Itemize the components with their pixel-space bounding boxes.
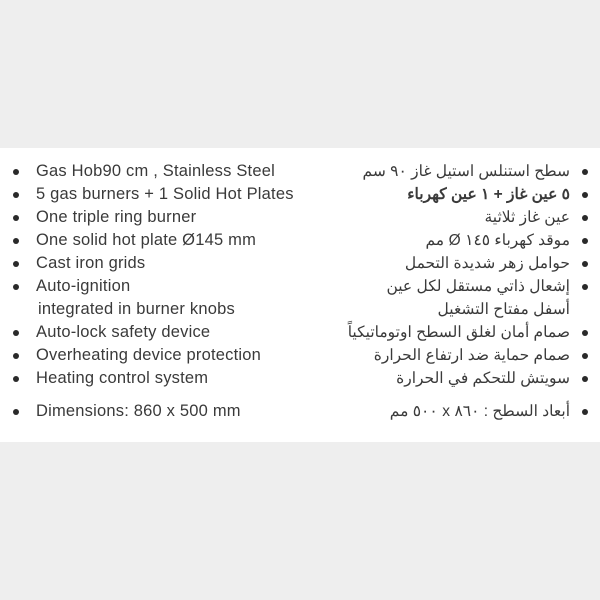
list-item: Dimensions: 860 x 500 mm	[12, 400, 342, 423]
list-item: موقد كهرباء ١٤٥ Ø مم	[340, 229, 590, 252]
bullet-icon	[13, 261, 19, 267]
bullet-icon	[13, 284, 19, 290]
english-spec-list	[12, 160, 342, 423]
bullet-icon	[582, 215, 588, 221]
list-item: أبعاد السطح : ٨٦٠ x ٥٠٠ مم	[340, 400, 590, 423]
bullet-icon	[582, 169, 588, 175]
bullet-icon	[582, 353, 588, 359]
bullet-icon	[13, 353, 19, 359]
bullet-icon	[582, 238, 588, 244]
bullet-icon	[13, 376, 19, 382]
list-item: Cast iron grids	[12, 252, 342, 275]
list-item: صمام أمان لغلق السطح اوتوماتيكياً	[340, 321, 590, 344]
list-item-continuation: أسفل مفتاح التشغيل	[437, 301, 570, 318]
bullet-icon	[582, 261, 588, 267]
bullet-icon	[582, 192, 588, 198]
bullet-icon	[582, 330, 588, 336]
list-item-continuation: integrated in burner knobs	[38, 300, 235, 318]
bullet-icon	[13, 192, 19, 198]
list-item: Overheating device protection	[12, 344, 342, 367]
list-item: عين غاز ثلاثية	[340, 206, 590, 229]
bullet-icon	[13, 330, 19, 336]
list-item: إشعال ذاتي مستقل لكل عين	[340, 275, 590, 298]
bullet-icon	[582, 409, 588, 415]
arabic-spec-list	[340, 160, 590, 423]
list-item: سطح استنلس استيل غاز ٩٠ سم	[340, 160, 590, 183]
list-item: Auto-lock safety device	[12, 321, 342, 344]
spec-panel	[0, 148, 600, 442]
bullet-icon	[13, 238, 19, 244]
list-item: حوامل زهر شديدة التحمل	[340, 252, 590, 275]
list-item: 5 gas burners + 1 Solid Hot Plates	[12, 183, 342, 206]
bullet-icon	[582, 284, 588, 290]
list-item: Heating control system	[12, 367, 342, 390]
bullet-icon	[13, 215, 19, 221]
list-item: Gas Hob90 cm , Stainless Steel	[12, 160, 342, 183]
list-item: سويتش للتحكم في الحرارة	[340, 367, 590, 390]
bullet-icon	[13, 169, 19, 175]
list-item: One triple ring burner	[12, 206, 342, 229]
list-item: ٥ عين غاز + ١ عين كهرباء	[340, 183, 590, 206]
bullet-icon	[582, 376, 588, 382]
list-item: صمام حماية ضد ارتفاع الحرارة	[340, 344, 590, 367]
bullet-icon	[13, 409, 19, 415]
list-item: Auto-ignition	[12, 275, 342, 298]
list-item: One solid hot plate Ø145 mm	[12, 229, 342, 252]
